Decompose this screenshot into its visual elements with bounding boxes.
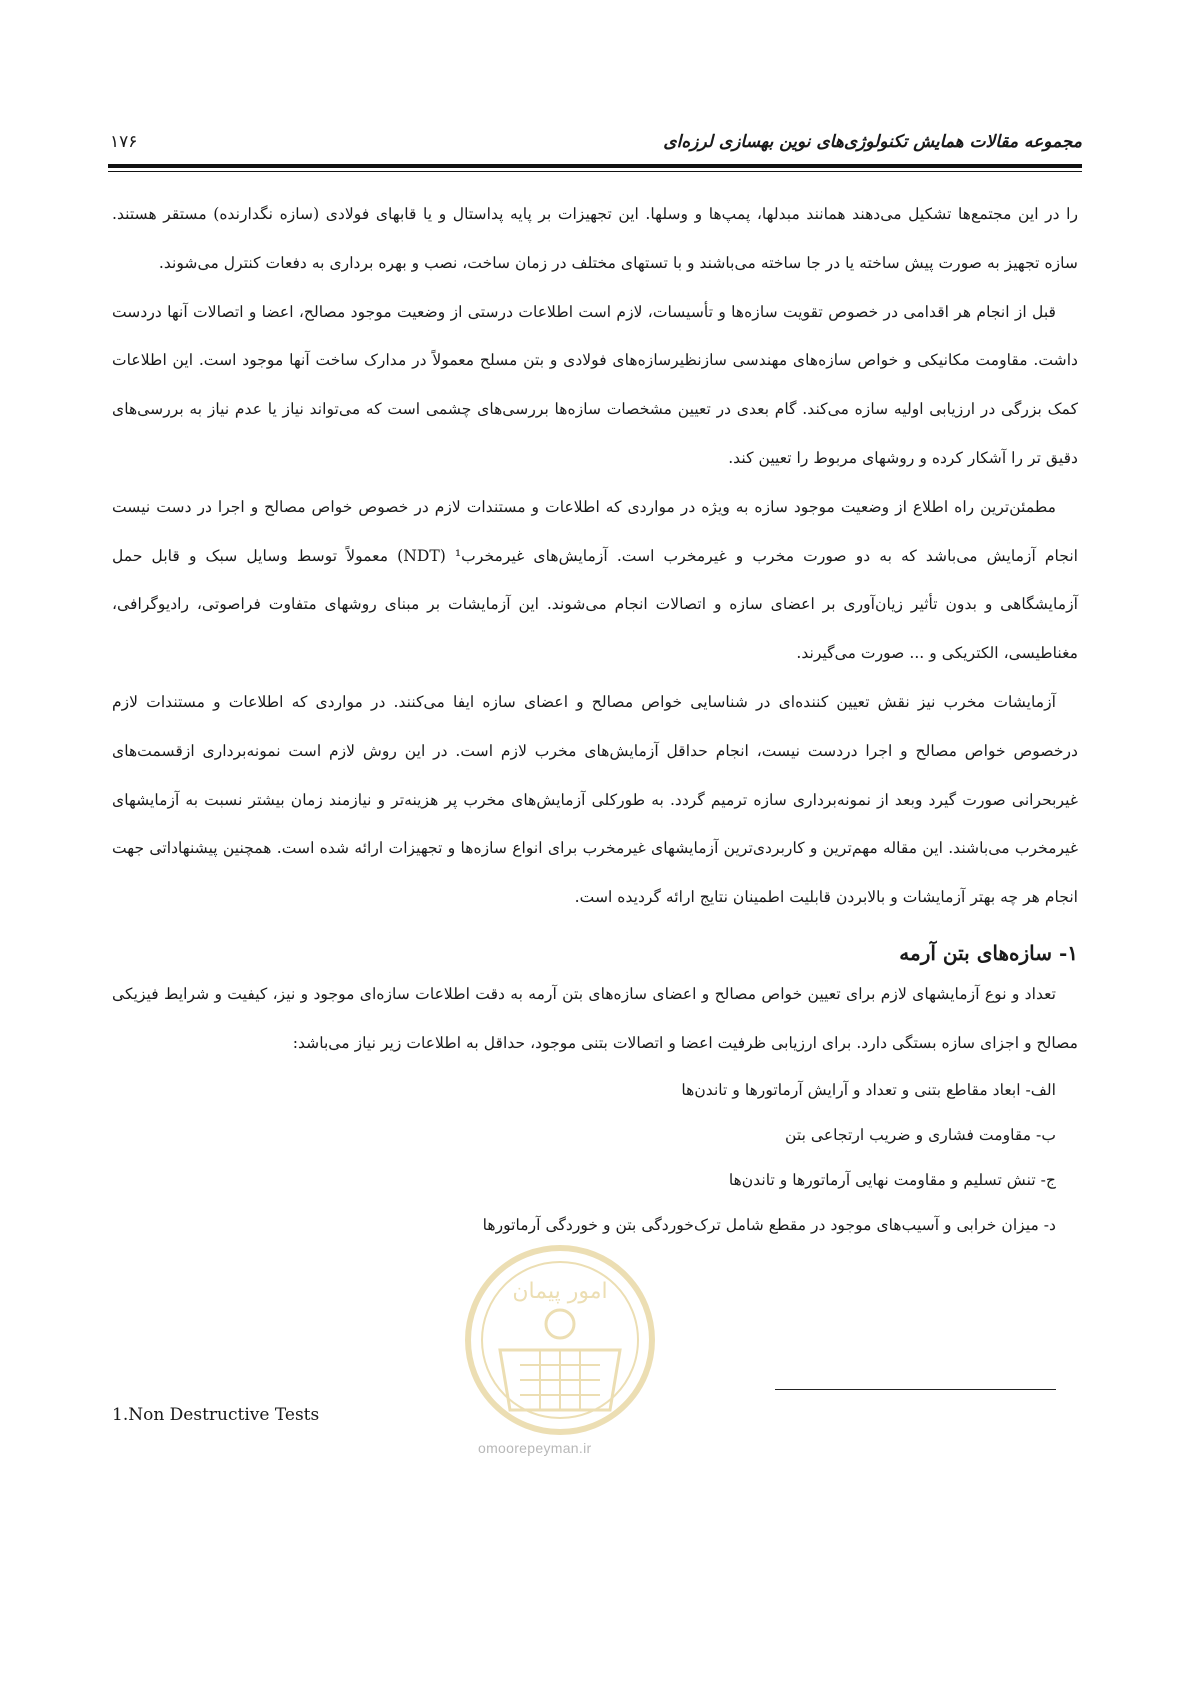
- page-header: [108, 128, 1082, 158]
- list-item: د- میزان خرابی و آسیب‌های موجود در مقطع شامل ترک‌خوردگی بتن و خوردگی آرماتورها: [482, 1215, 1056, 1234]
- paragraph: مطمئن‌ترین راه اطلاع از وضعیت موجود سازه به ویژه در مواردی که اطلاعات و مستندات لازم در خصوص خواص مصالح و اجرا در دست نیست انجام آزمایش می‌باشد که به دو صورت مخرب و غیرمخرب است. آزمایش‌های غیرمخرب¹ (NDT) معمولاً توسط وسایل سبک و قابل حمل آزمایشگاهی و بدون تأثیر زیان‌آوری بر اعضای سازه و اتصالات انجام می‌شوند. این آزمایشات بر مبنای روشهای متفاوت فراصوتی، رادیوگرافی، مغناطیسی، الکتریکی و ... صورت می‌گیرند.: [112, 497, 1078, 663]
- section-heading: ۱- سازه‌های بتن آرمه: [899, 940, 1078, 965]
- watermark-url: omoorepeyman.ir: [478, 1440, 592, 1456]
- paragraph: آزمایشات مخرب نیز نقش تعیین کننده‌ای در شناسایی خواص مصالح و اعضای سازه ایفا می‌کنند. در مواردی که اطلاعات و مستندات لازم درخصوص خواص مصالح و اجرا دردست نیست، انجام حداقل آزمایش‌های مخرب لازم است. در این روش لازم است نمونه‌برداری ازقسمت‌های غیربحرانی صورت گیرد وبعد از نمونه‌برداری سازه ترمیم گردد. به طورکلی آزمایش‌های مخرب پر هزینه‌تر و نیازمند زمان بیشتر نسبت به آزمایشهای غیرمخرب می‌باشند. این مقاله مهم‌ترین و کاربردی‌ترین آزمایشهای غیرمخرب برای انواع سازه‌ها و تجهیزات ارائه شده است. همچنین پیشنهاداتی جهت انجام هر چه بهتر آزمایشات و بالابردن قابلیت اطمینان نتایج ارائه گردیده است.: [112, 692, 1078, 907]
- paragraph: قبل از انجام هر اقدامی در خصوص تقویت سازه‌ها و تأسیسات، لازم است اطلاعات درستی از وضعیت موجود مصالح، اعضا و اتصالات آنها دردست داشت. مقاومت مکانیکی و خواص سازه‌های مهندسی سازنظیرسازه‌های فولادی و بتن مسلح معمولاً در مدارک ساخت آنها موجود است. این اطلاعات کمک بزرگی در ارزیابی اولیه سازه می‌کند. گام بعدی در تعیین مشخصات سازه‌ها بررسی‌های چشمی است که می‌تواند نیاز یا عدم نیاز به بررسی‌های دقیق تر را آشکار کرده و روشهای مربوط را تعیین کند.: [112, 302, 1078, 467]
- watermark-logo: [460, 1240, 660, 1440]
- article-body: [112, 190, 1078, 1248]
- page-number: ۱۷۶: [110, 132, 138, 152]
- footnote-rule: [775, 1389, 1056, 1390]
- paragraph: را در این مجتمع‌ها تشکیل می‌دهند همانند مبدلها، پمپ‌ها و وسلها. این تجهیزات بر پایه پداستال و یا قابهای فولادی (سازه نگدارنده) مستقر هستند. سازه تجهیز به صورت پیش ساخته یا در جا ساخته می‌باشند و با تستهای مختلف در زمان ساخت، نصب و بهره برداری به دفعات کنترل می‌شوند.: [112, 205, 1078, 272]
- journal-title: مجموعه مقالات همایش تکنولوژی‌های نوین بهسازی لرزه‌ای: [663, 132, 1082, 152]
- list-item: ب- مقاومت فشاری و ضریب ارتجاعی بتن: [785, 1125, 1056, 1144]
- header-rule-thin: [108, 171, 1082, 172]
- section-intro: تعداد و نوع آزمایشهای لازم برای تعیین خواص مصالح و اعضای سازه‌های بتن آرمه به دقت اطلاعات سازه‌ای موجود و نیز، کیفیت و شرایط فیزیکی مصالح و اجزای سازه بستگی دارد. برای ارزیابی ظرفیت اعضا و اتصالات بتنی موجود، حداقل به اطلاعات زیر نیاز می‌باشد:: [112, 984, 1078, 1052]
- footnote: 1.Non Destructive Tests: [112, 1405, 320, 1425]
- watermark-text: امور پیمان: [512, 1279, 608, 1304]
- list-item: الف- ابعاد مقاطع بتنی و تعداد و آرایش آرماتورها و تاندن‌ها: [681, 1080, 1056, 1099]
- header-rule-thick: [108, 164, 1082, 168]
- requirements-list: [112, 1068, 1078, 1248]
- list-item: ج- تنش تسلیم و مقاومت نهایی آرماتورها و تاندن‌ها: [728, 1170, 1056, 1189]
